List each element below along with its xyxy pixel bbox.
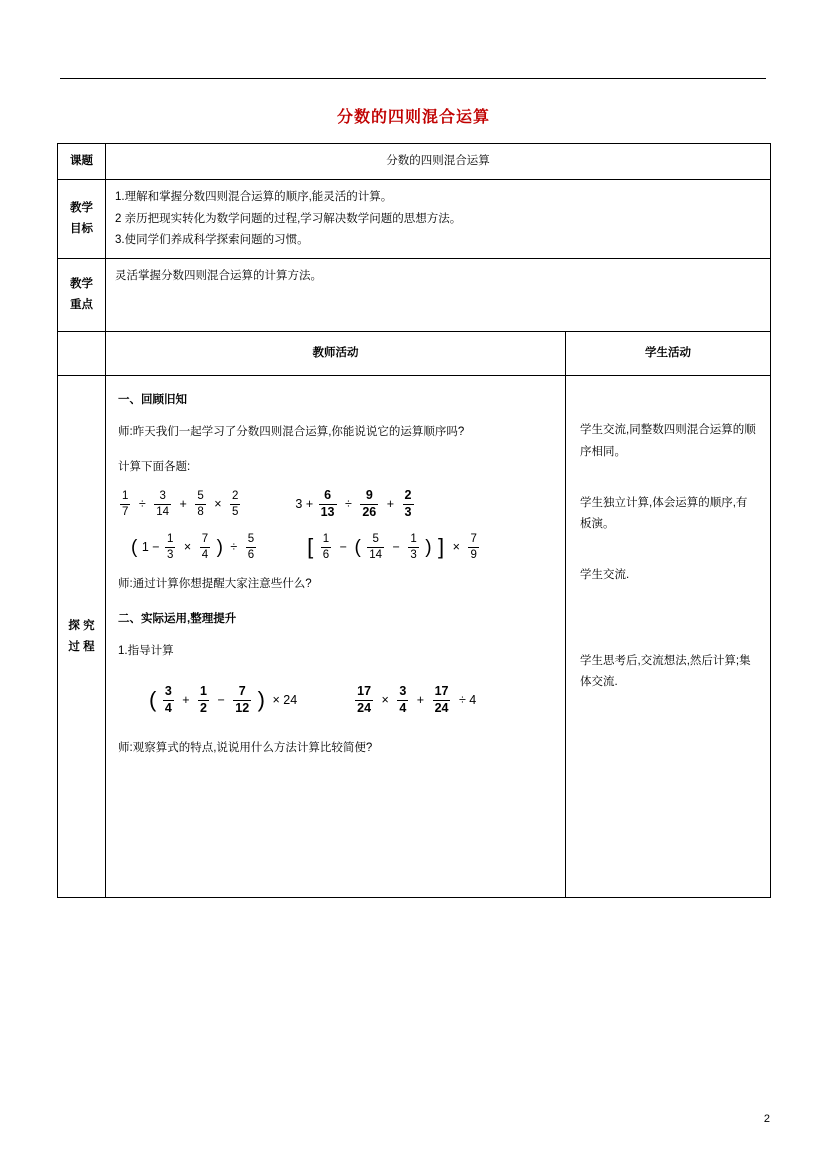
row-value-keypoints: 灵活掌握分数四则混合运算的计算方法。 <box>106 259 771 332</box>
student-item-2: 学生独立计算,体会运算的顺序,有板演。 <box>580 496 748 531</box>
objective-item-3: 3.使同学们养成科学探索问题的习惯。 <box>115 233 309 246</box>
row-label-keypoints <box>58 259 106 332</box>
objective-item-2: 2 亲历把现实转化为数学问题的过程,学习解决数学问题的思想方法。 <box>115 212 462 225</box>
header-rule <box>60 78 766 79</box>
table-row-process <box>58 376 771 898</box>
row-label-objectives-line1: 教学 <box>70 201 93 214</box>
row-label-keypoints-line2: 重点 <box>70 299 93 312</box>
objective-item-1: 1.理解和掌握分数四则混合运算的顺序,能灵活的计算。 <box>115 191 393 204</box>
table-row-objectives <box>58 180 771 259</box>
table-row-headers <box>58 332 771 376</box>
expression-1-and-2: $\frac{1}{7}$ ÷ $\frac{3}{14}$ + $\frac{5}{8}$ × $\frac{2}{5}$ 3 + $\frac{6}{13}$ ÷ $\frac{9}{26}$ + $\frac{2}{3}$ <box>122 488 412 519</box>
section1-prompt: 计算下面各题: <box>118 460 191 473</box>
student-item-4: 学生思考后,交流想法,然后计算;集体交流. <box>580 654 751 688</box>
row-label-keypoints-line1: 教学 <box>70 277 93 290</box>
table-row-topic <box>58 144 771 180</box>
lesson-plan-table <box>57 143 771 898</box>
section1-question-1: 师:昨天我们一起学习了分数四则混合运算,你能说说它的运算顺序吗? <box>118 425 465 438</box>
table-row-keypoints <box>58 259 771 332</box>
section2-subheading: 1.指导计算 <box>118 644 174 657</box>
section2-heading: 二、实际运用,整理提升 <box>118 613 237 626</box>
section1-question-2: 师:通过计算你想提醒大家注意些什么? <box>118 578 312 591</box>
column-header-student: 学生活动 <box>566 332 771 376</box>
row-label-process: 探 究 过 程 <box>58 376 106 898</box>
student-item-1: 学生交流,同整数四则混合运算的顺序相同。 <box>580 424 756 458</box>
row-value-topic: 分数的四则混合运算 <box>106 144 771 180</box>
section1-heading: 一、回顾旧知 <box>118 394 187 407</box>
student-activity-cell <box>566 376 771 898</box>
row-label-objectives-line2: 目标 <box>70 223 93 236</box>
teacher-activity-cell <box>106 376 566 898</box>
row-value-objectives <box>106 180 771 259</box>
section2-question-1: 师:观察算式的特点,说说用什么方法计算比较简便? <box>118 742 373 755</box>
expression-3-and-4: ( 1 − $\frac{1}{3}$ × $\frac{7}{4}$ ) ÷ $\frac{5}{6}$ [ $\frac{1}{6}$ − ( $\frac{5}{14}$ − $\frac{1}{3}$ ) ] × $\frac{7}{9}$ <box>131 533 477 561</box>
column-header-teacher: 教师活动 <box>106 332 566 376</box>
row-label-objectives <box>58 180 106 259</box>
header-spacer-cell <box>58 332 106 376</box>
expression-5-and-6: ( $\frac{3}{4}$ + $\frac{1}{2}$ − $\frac{7}{12}$ ) × 24 $\frac{17}{24}$ × $\frac{3}{4}$ + $\frac{17}{24}$ ÷ 4 <box>149 683 477 715</box>
student-item-3: 学生交流. <box>580 569 630 582</box>
row-label-topic: 课题 <box>58 144 106 180</box>
page-title: 分数的四则混合运算 <box>336 109 490 126</box>
page-number: 2 <box>763 1113 770 1125</box>
